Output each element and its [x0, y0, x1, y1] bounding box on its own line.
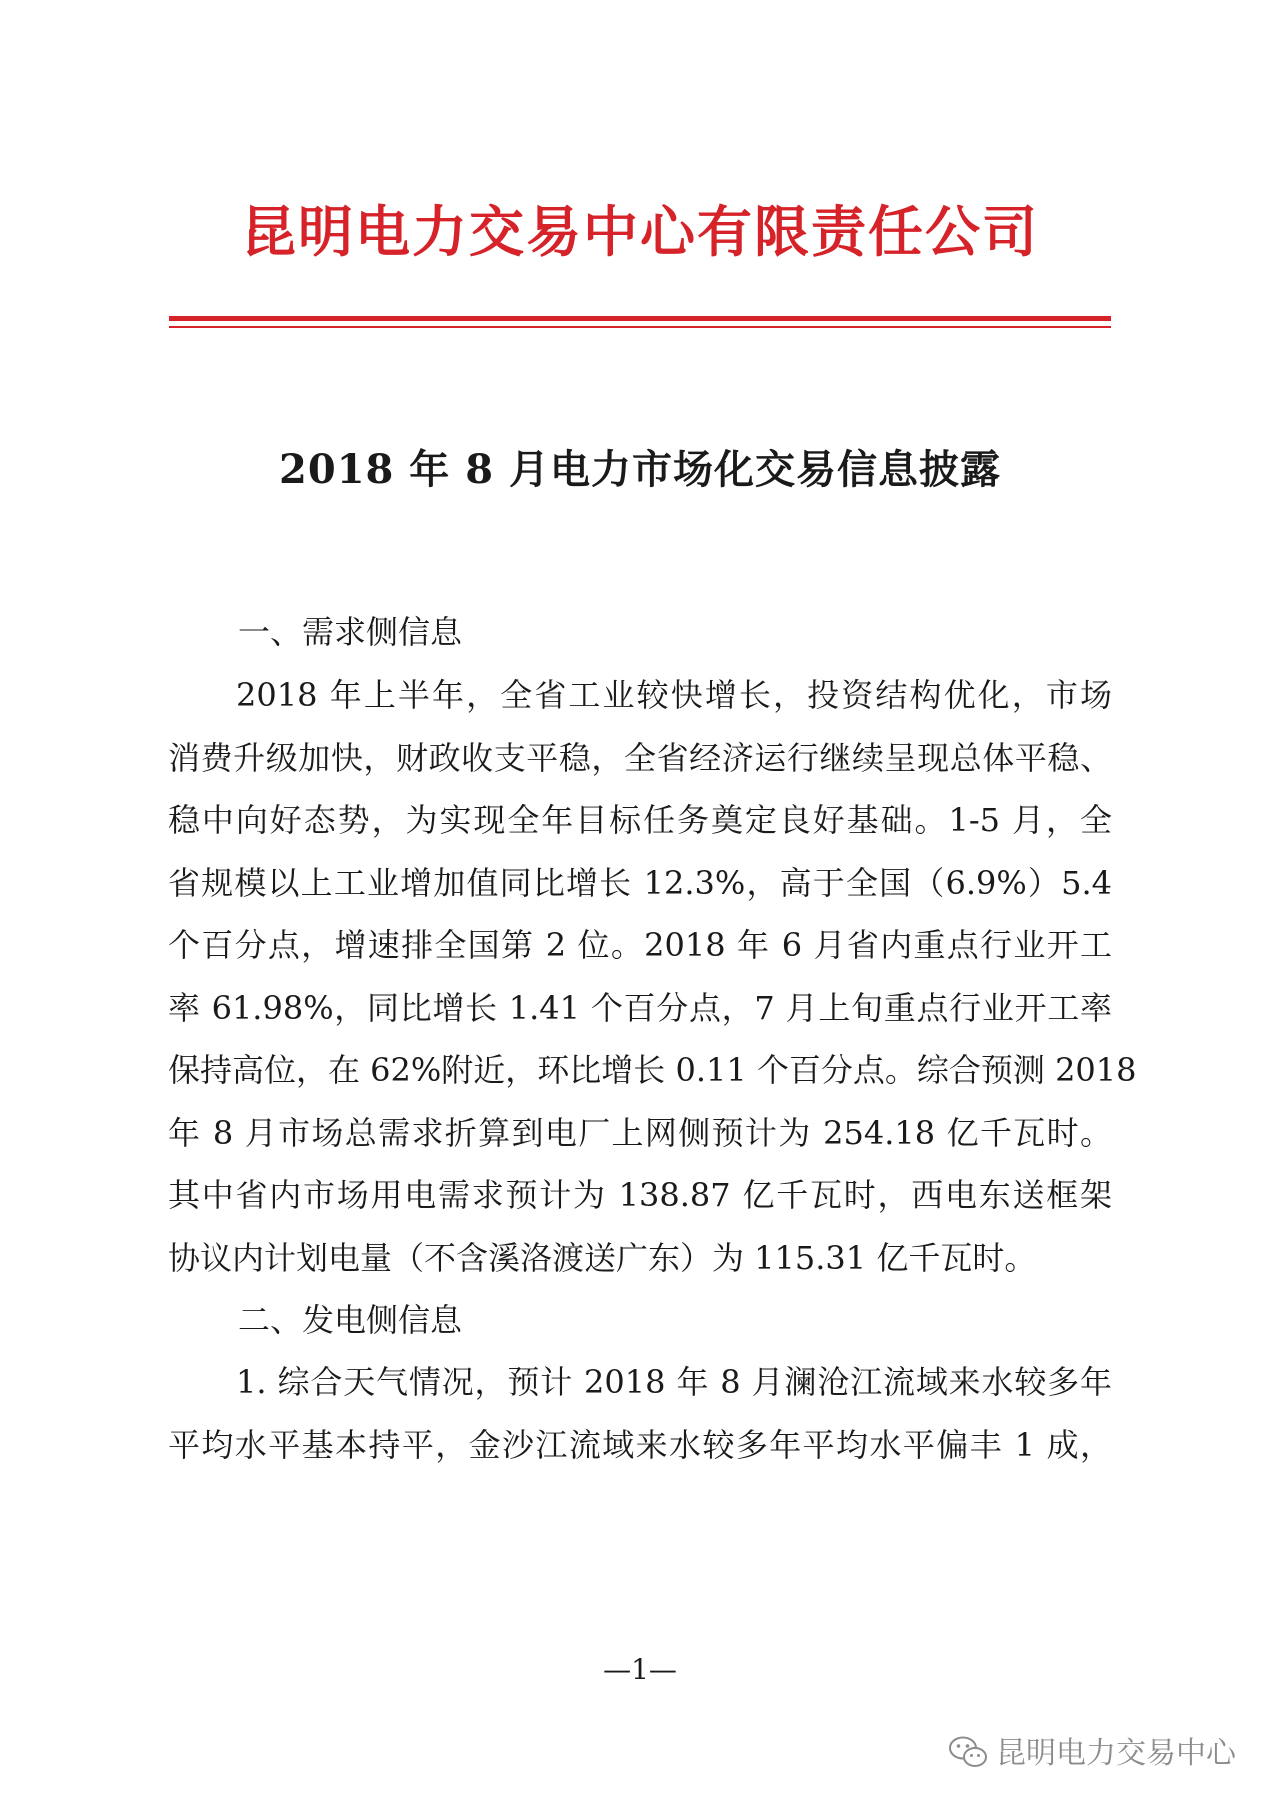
- document-title: 2018 年 8 月电力市场化交易信息披露: [279, 446, 1001, 493]
- paragraph-line: 平均水平基本持平，金沙江流域来水较多年平均水平偏丰 1 成，: [168, 1426, 1112, 1464]
- letterhead-rule-thin: [169, 326, 1111, 328]
- watermark: [948, 1735, 1236, 1773]
- paragraph-line: 保持高位，在 62%附近，环比增长 0.11 个百分点。综合预测 2018: [168, 1051, 1137, 1089]
- paragraph-line: 省规模以上工业增加值同比增长 12.3%，高于全国（6.9%）5.4: [168, 864, 1112, 902]
- paragraph-line: 年 8 月市场总需求折算到电厂上网侧预计为 254.18 亿千瓦时。: [168, 1114, 1112, 1152]
- watermark-text: 昆明电力交易中心: [996, 1736, 1236, 1771]
- paragraph-line: 1. 综合天气情况，预计 2018 年 8 月澜沧江流域来水较多年: [236, 1363, 1112, 1401]
- paragraph-line: 率 61.98%，同比增长 1.41 个百分点，7 月上旬重点行业开工率: [168, 989, 1112, 1027]
- page-number: —1—: [603, 1653, 677, 1686]
- paragraph-line: 个百分点，增速排全国第 2 位。2018 年 6 月省内重点行业开工: [168, 926, 1112, 964]
- section2-heading: 二、发电侧信息: [238, 1301, 463, 1339]
- paragraph-line: 其中省内市场用电需求预计为 138.87 亿千瓦时，西电东送框架: [168, 1176, 1112, 1214]
- section1-heading: 一、需求侧信息: [238, 613, 463, 651]
- paragraph-line: 稳中向好态势，为实现全年目标任务奠定良好基础。1-5 月，全: [168, 801, 1112, 839]
- wechat-icon: [948, 1735, 988, 1773]
- paragraph-line: 2018 年上半年，全省工业较快增长，投资结构优化，市场: [236, 676, 1112, 714]
- paragraph-line: 协议内计划电量（不含溪洛渡送广东）为 115.31 亿千瓦时。: [168, 1239, 1037, 1277]
- paragraph-line: 消费升级加快，财政收支平稳，全省经济运行继续呈现总体平稳、: [168, 739, 1112, 777]
- letterhead-org-name: 昆明电力交易中心有限责任公司: [240, 200, 1039, 264]
- letterhead-rule-thick: [169, 316, 1111, 321]
